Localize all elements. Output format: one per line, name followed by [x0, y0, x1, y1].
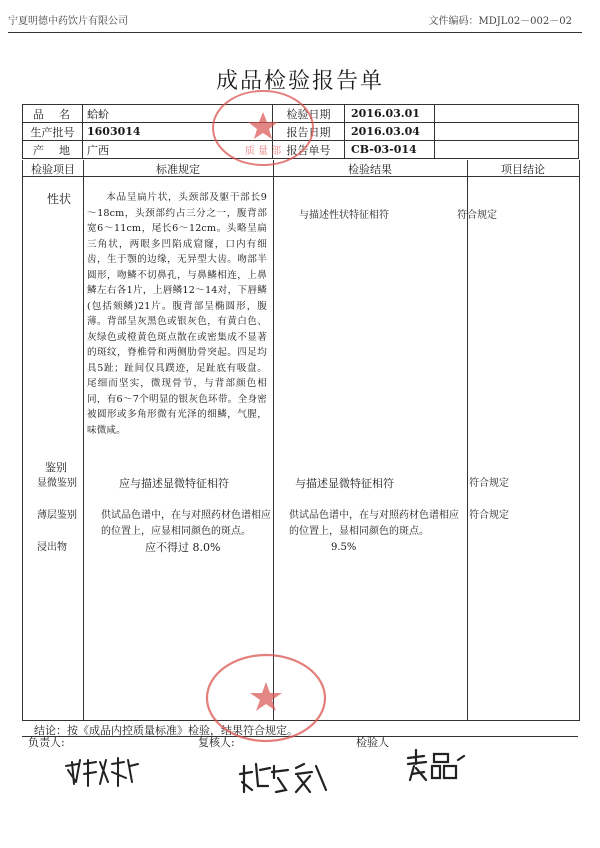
- responsible-signature: [62, 752, 140, 792]
- origin-value: 广西: [83, 141, 273, 159]
- responsible-label: 负责人:: [28, 736, 65, 749]
- reviewer-signature: [238, 756, 330, 796]
- company-name: 宁夏明德中药饮片有限公司: [8, 16, 128, 27]
- character-result: 与描述性状特征相符: [299, 210, 389, 221]
- blank-cell: [435, 123, 579, 141]
- origin-label: 产 地: [23, 141, 83, 159]
- character-conclusion: 符合规定: [457, 210, 497, 221]
- extract-result: 9.5%: [331, 542, 357, 553]
- svg-text:质 量 部: 质 量 部: [244, 146, 282, 157]
- character-standard: 本品呈扁片状，头颈部及躯干部长9～18cm，头颈部约占三分之一，腹背部宽6～11cm，尾长6～12cm。头略呈扁三角状，两眼多凹陷成窟窿，口内有细齿，生于颚的边缘，无异型大齿。吻部半圆形，吻鳞不切鼻孔，与鼻鳞相连，上鼻鳞左右各1片，上唇鳞12～14对，下唇鳞(包括颏鳞)21片。腹背部呈椭圆形，腹薄。背部呈灰黑色或银灰色，有黄白色、灰绿色或橙黄色斑点散在或密集成不显著的斑纹，脊椎骨和两侧肋骨突起。四足均具5趾；趾间仅具蹼迹，足趾底有吸盘。尾细而坚实，微现骨节，与背部颜色相同，有6～7个明显的银灰色环带。全身密被圆形或多角形微有光泽的细鳞，气腥，味微咸。: [87, 192, 267, 436]
- tlc-result: 供试品色谱中，在与对照药材色谱相应的位置上，显相同颜色的斑点。: [289, 510, 459, 537]
- document-code: 文件编码：MDJL02－002－02: [428, 16, 572, 27]
- report-date-value: 2016.03.04: [345, 123, 435, 141]
- conclusion-text: 结论：按《成品内控质量标准》检验，结果符合规定。: [34, 724, 298, 737]
- batch-value: 1603014: [83, 123, 273, 141]
- report-no-value: CB-03-014: [345, 141, 435, 159]
- extract-label: 浸出物: [37, 542, 67, 553]
- column-divider: [83, 160, 84, 720]
- report-title: 成品检验报告单: [215, 69, 384, 94]
- results-table: [22, 160, 580, 721]
- micro-result: 与描述显微特征相符: [295, 477, 394, 490]
- tlc-standard: 供试品色谱中，在与对照药材色谱相应的位置上，应显相同颜色的斑点。: [101, 510, 271, 537]
- inspect-date-label: 检验日期: [273, 105, 345, 123]
- tlc-conclusion: 符合规定: [469, 510, 509, 521]
- column-header-standard: 标准规定: [156, 163, 200, 176]
- name-label: 品 名: [23, 105, 83, 123]
- batch-label: 生产批号: [23, 123, 83, 141]
- quality-dept-stamp: [210, 88, 316, 168]
- report-no-label: 报告单号: [273, 141, 345, 159]
- document-header: [0, 0, 600, 32]
- inspect-date-value: 2016.03.01: [345, 105, 435, 123]
- micro-label: 显微鉴别: [37, 478, 77, 489]
- micro-conclusion: 符合规定: [469, 478, 509, 489]
- name-value: 蛤蚧: [83, 105, 273, 123]
- tlc-label: 薄层鉴别: [37, 510, 77, 521]
- column-header-result: 检验结果: [348, 163, 392, 176]
- micro-standard: 应与描述显微特征相符: [119, 477, 229, 490]
- reviewer-label: 复核人:: [198, 736, 235, 749]
- identification-label: 鉴别: [45, 461, 67, 474]
- column-divider: [467, 160, 468, 720]
- company-stamp: [204, 652, 328, 744]
- inspector-signature: [404, 746, 468, 786]
- extract-standard: 应不得过 8.0%: [145, 541, 221, 554]
- blank-cell: [435, 105, 579, 123]
- report-date-label: 报告日期: [273, 123, 345, 141]
- column-divider: [273, 160, 274, 720]
- inspector-label: 检验人: [356, 736, 389, 749]
- header-rule: [8, 32, 582, 33]
- column-header-item: 检验项目: [31, 163, 75, 176]
- column-header-conclusion: 项目结论: [501, 163, 545, 176]
- character-label: 性状: [47, 192, 72, 206]
- blank-cell: [435, 141, 579, 159]
